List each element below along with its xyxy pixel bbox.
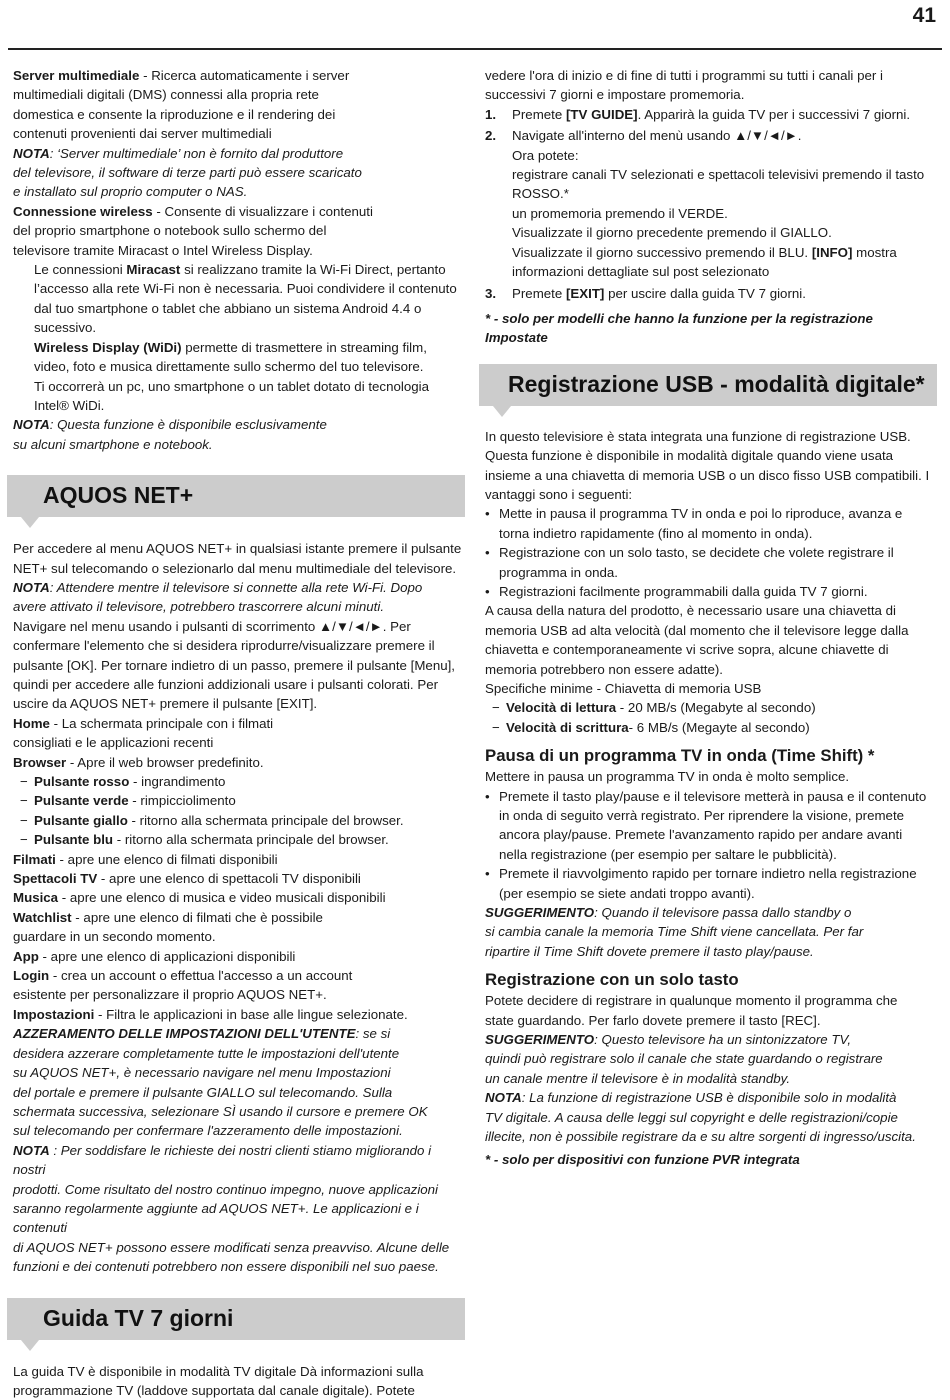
miracast-paragraph: Le connessioni Miracast si realizzano tramite la Wi-Fi Direct, pertanto	[34, 262, 446, 278]
blue-button-item: − Pulsante blu - ritorno alla schermata principale del browser.	[13, 830, 465, 849]
text-line: In questo televisiore è stata integrata una funzione di registrazione USB.	[485, 428, 911, 444]
musica-item: Musica - apre une elenco di musica e video musicali disponibili	[13, 890, 386, 906]
text-line: ripartire il Time Shift dovete premere il tasto play/pause.	[485, 943, 814, 959]
header-divider	[8, 48, 942, 50]
text-line: state guardando. Per farlo dovete premere il tasto [REC].	[485, 1012, 821, 1028]
text-line: domestica e consente la riproduzione e il rendering dei	[13, 106, 336, 122]
text-line: insieme a una chiavetta di memoria USB o un disco fisso USB compatibili. I	[485, 467, 930, 483]
filmati-item: Filmati - apre une elenco di filmati disponibili	[13, 851, 278, 867]
text-line: Questa funzione è disponibile in modalità digitale quando viene usata	[485, 448, 894, 464]
text-line: dal tuo smartphone o tablet che abbiano un sistema Android 4.4 o	[34, 300, 422, 316]
text-line: torna indietro rapidamente (fino al momento in onda).	[499, 525, 813, 541]
footnote-pvr: * - solo per dispositivi con funzione PVR integrata	[485, 1151, 800, 1167]
text-line: un canale mentre il televisore è in modalità standby.	[485, 1070, 791, 1086]
text-line: A causa della natura del prodotto, è necessario usare una chiavetta di	[485, 603, 896, 619]
note-aquos-updates: NOTA : Per soddisfare le richieste dei nostri clienti stiamo migliorando i nostri	[13, 1142, 432, 1178]
text-line: sul telecomando per confermare l'azzeramento delle impostazioni.	[13, 1123, 403, 1139]
text-line: NET+ sul telecomando o selezionarlo dal menu multimediale del televisore.	[13, 560, 457, 576]
tip-tuner: SUGGERIMENTO: Questo televisore ha un sintonizzatore TV,	[485, 1032, 852, 1048]
text-line: memoria potrebbero non essere adatte).	[485, 661, 723, 677]
text-line: (per esempio se siete andati troppo avanti).	[499, 885, 755, 901]
text-line: Mettere in pausa un programma TV in onda è molto semplice.	[485, 769, 850, 785]
green-button-item: − Pulsante verde - rimpicciolimento	[13, 791, 465, 810]
text-line: confermare l'elemento che si desidera riprodurre/visualizzare premere il	[13, 638, 435, 654]
text-line: La guida TV è disponibile in modalità TV digitale Dà informazioni sulla	[13, 1363, 424, 1379]
text-line: Specifiche minime - Chiavetta di memoria USB	[485, 680, 762, 696]
text-line: avere attivato il televisore, potrebbero trascorrere alcuni minuti.	[13, 599, 385, 615]
text-line: memoria USB ad alta velocità (dal momento che il televisore legge dalla	[485, 622, 909, 638]
bullet-item: • Premete il tasto play/pause e il televisore metterà in pausa e il contenuto	[485, 787, 937, 806]
text-line: prodotti. Come risultato del nostro continuo impegno, nuove applicazioni	[13, 1181, 439, 1197]
text-line: registrare canali TV selezionati e spettacoli televisivi premendo il tasto	[512, 167, 925, 183]
note-usb-digital: NOTA: La funzione di registrazione USB è disponibile solo in modalità	[485, 1090, 897, 1106]
left-column	[13, 66, 465, 1400]
page-number: 41	[912, 4, 936, 27]
text-line: guardare in un secondo momento.	[13, 929, 216, 945]
text-line: Visualizzate il giorno successivo premendo il BLU. [INFO] mostra	[512, 244, 897, 260]
text-line: saranno regolarmente aggiunte ad AQUOS NET+. Le applicazioni e i contenuti	[13, 1200, 419, 1236]
read-speed-item: − Velocità di lettura - 20 MB/s (Megabyte al secondo)	[485, 698, 937, 717]
text-line: del televisore, il software di terze parti può essere scaricato	[13, 165, 362, 181]
login-item: Login - crea un account o effettua l'accesso a un account	[13, 968, 353, 984]
text-line: video, foto e musica direttamente sullo schermo del tuo televisore.	[34, 359, 424, 375]
text-line: TV digitale. A causa delle leggi sul copyright e delle registrazioni/copie	[485, 1109, 898, 1125]
section-heading: AQUOS NET+	[43, 482, 194, 509]
tip-time-shift: SUGGERIMENTO: Quando il televisore passa dallo standby o	[485, 905, 852, 921]
text-line: multimediali digitali (DMS) connessi alla propria rete	[13, 87, 319, 103]
text-line: televisore tramite Miracast o Intel Wireless Display.	[13, 242, 313, 258]
bullet-item: • Registrazione con un solo tasto, se decidete che volete registrare il	[485, 543, 937, 562]
bullet-item: • Registrazioni facilmente programmabili dalla guida TV 7 giorni.	[485, 582, 937, 601]
text-line: Ora potete:	[512, 147, 579, 163]
right-column	[485, 66, 937, 1169]
reset-settings-note: AZZERAMENTO DELLE IMPOSTAZIONI DELL'UTENTE: se si	[13, 1026, 391, 1042]
time-shift-heading: Pausa di un programma TV in onda (Time Shift) *	[485, 746, 875, 766]
text-line: sucessivo.	[34, 320, 97, 336]
text-line: Visualizzate il giorno precedente premendo il GIALLO.	[512, 225, 832, 241]
text-line: un promemoria premendo il VERDE.	[512, 205, 728, 221]
text-line: programmazione TV (laddove supportata dal canale digitale). Potete	[13, 1382, 415, 1398]
text-line: uscire da AQUOS NET+ premere il pulsante [EXIT].	[13, 696, 318, 712]
text-line: quindi può registrare solo il canale che state guardando o registrare	[485, 1051, 883, 1067]
text-line: contenuti provenienti dai server multimediali	[13, 126, 272, 142]
text-line: quindi per accedere alle funzioni addizionali usare i pulsanti colorati. Per	[13, 676, 439, 692]
text-line: l’accesso alla rete Wi-Fi non è necessaria. Puoi condividere il contenuto	[34, 281, 457, 297]
text-line: si cambia canale la memoria Time Shift viene cancellata. Per far	[485, 924, 864, 940]
text-line: Potete decidere di registrare in qualunque momento il programma che	[485, 993, 898, 1009]
text-line: del portale e premere il pulsante GIALLO sul telecomando. Sulla	[13, 1084, 393, 1100]
browser-item: Browser - Apre il web browser predefinito.	[13, 754, 264, 770]
note-media-server: NOTA: ‘Server multimediale’ non è fornito dal produttore	[13, 145, 344, 161]
home-item: Home - La schermata principale con i filmati	[13, 715, 274, 731]
text-line: successivi 7 giorni e impostare promemoria.	[485, 87, 745, 103]
text-line: chiavetta e contemporaneamente vi scrive sopra, alcune chiavette di	[485, 642, 889, 658]
app-item: App - apre une elenco di applicazioni disponibili	[13, 948, 296, 964]
text-line: vantaggi sono i seguenti:	[485, 486, 633, 502]
text-line: e installato sul proprio computer o NAS.	[13, 184, 248, 200]
text-line: Navigare nel menu usando i pulsanti di scorrimento ▲/▼/◄/►. Per	[13, 618, 411, 634]
media-server-paragraph: Server multimediale - Ricerca automaticamente i server	[13, 68, 350, 83]
section-banner-guida-tv	[7, 1298, 465, 1340]
one-touch-recording-heading: Registrazione con un solo tasto	[485, 970, 739, 990]
note-wireless: NOTA: Questa funzione è disponibile esclusivamente	[13, 417, 327, 433]
text-line: in onda di seguito verrà registrato. Per riprendere la visione, premete	[499, 808, 905, 823]
text-line: del proprio smartphone o notebook sullo schermo del	[13, 223, 327, 239]
footnote-recording-models: * - solo per modelli che hanno la funzione per la registrazione Impostate	[485, 310, 873, 346]
impostazioni-item: Impostazioni - Filtra le applicazioni in base alle lingue selezionate.	[13, 1006, 408, 1022]
wireless-connection-paragraph: Connessione wireless - Consente di visualizzare i contenuti	[13, 203, 373, 219]
text-line: ancora play/pause. Premete l'avanzamento rapido per andare avanti	[499, 827, 903, 843]
step-2: 2. Navigate all'interno del menù usando ▲/▼/◄/►.	[485, 128, 802, 144]
text-line: ROSSO.*	[512, 186, 569, 202]
text-line: Per accedere al menu AQUOS NET+ in qualsiasi istante premere il pulsante	[13, 541, 462, 557]
text-line: di AQUOS NET+ possono essere modificati senza preavviso. Alcune delle	[13, 1239, 450, 1255]
note-aquos-wifi: NOTA: Attendere mentre il televisore si connette alla rete Wi-Fi. Dopo	[13, 579, 423, 595]
section-banner-usb-recording	[479, 364, 937, 406]
bullet-item: • Premete il riavvolgimento rapido per tornare indietro nella registrazione	[485, 864, 937, 883]
text-line: Intel® WiDi.	[34, 397, 105, 413]
text-line: informazioni dettagliate sul post selezionato	[512, 264, 770, 280]
bullet-item: • Mette in pausa il programma TV in onda e poi lo riproduce, avanza e	[485, 504, 937, 523]
yellow-button-item: − Pulsante giallo - ritorno alla schermata principale del browser.	[13, 811, 465, 830]
text-line: esistente per personalizzare il proprio AQUOS NET+.	[13, 987, 327, 1003]
text-line: programma in onda.	[499, 564, 618, 580]
section-banner-aquos-net	[7, 475, 465, 517]
text-line: Ti occorrerà un pc, uno smartphone o un tablet dotato di tecnologia	[34, 378, 429, 394]
text-line: pulsante [OK]. Per tornare indietro di un passo, premere il pulsante [Menu],	[13, 657, 455, 673]
write-speed-item: − Velocità di scrittura- 6 MB/s (Megayte al secondo)	[485, 718, 937, 737]
step-1: 1. Premete [TV GUIDE]. Apparirà la guida TV per i successivi 7 giorni.	[485, 106, 911, 122]
text-line: su alcuni smartphone e notebook.	[13, 436, 213, 452]
section-heading: Guida TV 7 giorni	[43, 1304, 234, 1331]
text-line: funzioni e dei contenuti potrebbero non essere disponibili nel suo paese.	[13, 1259, 439, 1275]
text-line: consigliati e le applicazioni recenti	[13, 735, 214, 751]
text-line: su AQUOS NET+, è necessario navigare nel menu Impostazioni	[13, 1065, 391, 1081]
spettacoli-item: Spettacoli TV - apre une elenco di spettacoli TV disponibili	[13, 871, 361, 887]
watchlist-item: Watchlist - apre une elenco di filmati che è possibile	[13, 909, 323, 925]
red-button-item: − Pulsante rosso - ingrandimento	[13, 772, 465, 791]
widi-paragraph: Wireless Display (WiDi) permette di trasmettere in streaming film,	[34, 339, 427, 355]
text-line: desidera azzerare completamente tutte le impostazioni dell'utente	[13, 1045, 400, 1061]
text-line: vedere l'ora di inizio e di fine di tutti i programmi su tutti i canali per i	[485, 68, 883, 83]
step-3: 3. Premete [EXIT] per uscire dalla guida TV 7 giorni.	[485, 286, 806, 302]
text-line: illecite, non è possibile registrare da e su altre sorgenti di ingresso/uscita.	[485, 1129, 916, 1145]
section-heading: Registrazione USB - modalità digitale*	[508, 370, 925, 397]
text-line: schermata successiva, selezionare SÌ usando il cursore e premere OK	[13, 1103, 428, 1119]
text-line: nella registrazione (per esempio per saltare le pubblicità).	[499, 846, 837, 862]
